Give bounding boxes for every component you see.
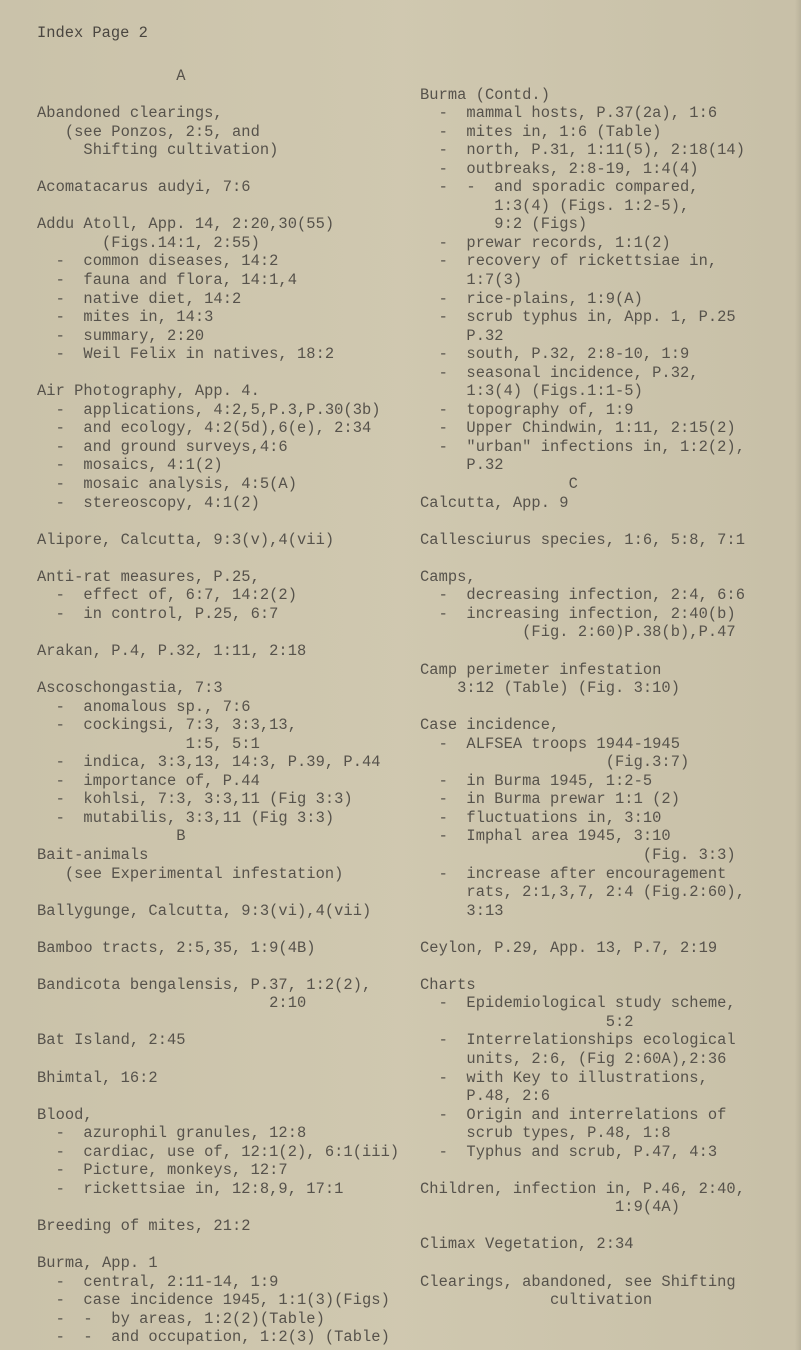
- index-subentry: - increase after encouragement: [420, 864, 727, 883]
- index-entry: (Figs.14:1, 2:55): [37, 233, 260, 252]
- index-entry: (Fig. 3:3): [420, 845, 736, 864]
- index-entry: (Fig.3:7): [420, 753, 690, 772]
- index-entry: Camp perimeter infestation: [420, 660, 662, 679]
- index-subentry: - Picture, monkeys, 12:7: [37, 1161, 288, 1180]
- index-entry: Calcutta, App. 9: [420, 493, 569, 512]
- section-letter: A: [37, 67, 186, 85]
- index-subentry: - kohlsi, 7:3, 3:3,11 (Fig 3:3): [37, 790, 353, 809]
- index-entry: Abandoned clearings,: [37, 104, 223, 123]
- index-subentry: - applications, 4:2,5,P.3,P.30(3b): [37, 400, 381, 419]
- blank-line: [37, 364, 399, 383]
- index-entry: Clearings, abandoned, see Shifting: [420, 1272, 736, 1291]
- index-entry: cultivation: [420, 1291, 653, 1310]
- section-letter: C: [420, 475, 578, 494]
- index-entry: Air Photography, App. 4.: [37, 382, 260, 401]
- index-subentry: - outbreaks, 2:8-19, 1:4(4): [420, 159, 699, 178]
- blank-line: [420, 1217, 745, 1236]
- index-entry: Ballygunge, Calcutta, 9:3(vi),4(vii): [37, 901, 372, 920]
- index-subentry: - seasonal incidence, P.32,: [420, 363, 699, 382]
- blank-line: [420, 1254, 745, 1273]
- index-subentry: - ALFSEA troops 1944-1945: [420, 734, 681, 753]
- index-column-right: [420, 67, 745, 1310]
- index-entry: rats, 2:1,3,7, 2:4 (Fig.2:60),: [420, 883, 746, 902]
- blank-line: [37, 1235, 399, 1254]
- index-subentry: - mosaics, 4:1(2): [37, 456, 223, 475]
- section-letter: B: [37, 827, 186, 846]
- index-entry: Burma, App. 1: [37, 1254, 158, 1272]
- page-title: Index Page 2: [37, 24, 148, 42]
- blank-line: [37, 623, 399, 642]
- index-entry: 9:2 (Figs): [420, 215, 588, 234]
- blank-line: [420, 642, 745, 661]
- index-entry: (see Experimental infestation): [37, 864, 344, 883]
- index-subentry: - importance of, P.44: [37, 771, 260, 790]
- index-entry: 5:2: [420, 1012, 634, 1031]
- blank-line: [420, 1161, 745, 1180]
- index-subentry: - Typhus and scrub, P.47, 4:3: [420, 1142, 718, 1161]
- index-subentry: - effect of, 6:7, 14:2(2): [37, 586, 298, 605]
- index-entry: 2:10: [37, 994, 307, 1013]
- index-subentry: - and ground surveys,4:6: [37, 437, 288, 456]
- index-subentry: - and ecology, 4:2(5d),6(e), 2:34: [37, 419, 372, 438]
- index-column-left: [37, 67, 399, 1347]
- blank-line: [420, 698, 745, 717]
- index-entry: scrub types, P.48, 1:8: [420, 1124, 671, 1143]
- index-subentry: - north, P.31, 1:11(5), 2:18(14): [420, 141, 746, 160]
- index-entry: 1:3(4) (Figs. 1:2-5),: [420, 196, 690, 215]
- index-subentry: - Upper Chindwin, 1:11, 2:15(2): [420, 419, 736, 438]
- index-entry: Burma (Contd.): [420, 85, 551, 104]
- blank-line: [37, 661, 399, 680]
- index-entry: Blood,: [37, 1105, 93, 1124]
- index-subentry: - case incidence 1945, 1:1(3)(Figs): [37, 1291, 390, 1310]
- index-subentry: - mites in, 14:3: [37, 308, 214, 327]
- index-entry: Anti-rat measures, P.25,: [37, 567, 260, 586]
- index-subentry: - decreasing infection, 2:4, 6:6: [420, 586, 746, 605]
- index-subentry: - recovery of rickettsiae in,: [420, 252, 718, 271]
- index-entry: 1:9(4A): [420, 1198, 681, 1217]
- index-entry: Ascoschongastia, 7:3: [37, 679, 223, 698]
- index-entry: 1:5, 5:1: [37, 734, 260, 753]
- index-subentry: - topography of, 1:9: [420, 400, 634, 419]
- blank-line: [37, 957, 399, 976]
- index-entry: Case incidence,: [420, 716, 560, 735]
- index-entry: Bait-animals: [37, 845, 149, 864]
- index-entry: (see Ponzos, 2:5, and: [37, 122, 260, 141]
- index-entry: Acomatacarus audyi, 7:6: [37, 178, 251, 197]
- index-subentry: - - and occupation, 1:2(3) (Table): [37, 1328, 390, 1347]
- index-subentry: - with Key to illustrations,: [420, 1068, 708, 1087]
- index-subentry: - rice-plains, 1:9(A): [420, 289, 643, 308]
- index-subentry: - central, 2:11-14, 1:9: [37, 1272, 279, 1291]
- index-subentry: - "urban" infections in, 1:2(2),: [420, 437, 746, 456]
- index-subentry: - mammal hosts, P.37(2a), 1:6: [420, 104, 718, 123]
- index-subentry: - anomalous sp., 7:6: [37, 697, 251, 716]
- blank-line: [37, 1087, 399, 1106]
- index-subentry: - mutabilis, 3:3,11 (Fig 3:3): [37, 808, 335, 827]
- index-subentry: - south, P.32, 2:8-10, 1:9: [420, 345, 690, 364]
- index-entry: Camps,: [420, 567, 476, 586]
- index-subentry: - Weil Felix in natives, 18:2: [37, 345, 335, 364]
- blank-line: [37, 160, 399, 179]
- index-subentry: - scrub typhus in, App. 1, P.25: [420, 308, 736, 327]
- index-subentry: - native diet, 14:2: [37, 289, 242, 308]
- blank-line: [37, 86, 399, 105]
- blank-line: [37, 920, 399, 939]
- index-entry: Addu Atoll, App. 14, 2:20,30(55): [37, 215, 335, 234]
- index-entry: Charts: [420, 975, 476, 994]
- index-subentry: - Epidemiological study scheme,: [420, 994, 736, 1013]
- index-entry: Bamboo tracts, 2:5,35, 1:9(4B): [37, 938, 316, 957]
- index-entry: (Fig. 2:60)P.38(b),P.47: [420, 623, 736, 642]
- index-entry: Bat Island, 2:45: [37, 1031, 186, 1050]
- index-subentry: - summary, 2:20: [37, 326, 205, 345]
- index-subentry: - cardiac, use of, 12:1(2), 6:1(iii): [37, 1142, 400, 1161]
- index-entry: Children, infection in, P.46, 2:40,: [420, 1179, 746, 1198]
- index-entry: P.48, 2:6: [420, 1087, 551, 1106]
- index-subentry: - cockingsi, 7:3, 3:3,13,: [37, 716, 298, 735]
- index-entry: 3:13: [420, 901, 504, 920]
- index-subentry: - common diseases, 14:2: [37, 252, 279, 271]
- index-subentry: - in control, P.25, 6:7: [37, 604, 279, 623]
- index-entry: Arakan, P.4, P.32, 1:11, 2:18: [37, 641, 307, 660]
- index-subentry: - increasing infection, 2:40(b): [420, 604, 736, 623]
- index-subentry: - in Burma 1945, 1:2-5: [420, 771, 653, 790]
- blank-line: [420, 920, 745, 939]
- index-subentry: - azurophil granules, 12:8: [37, 1124, 307, 1143]
- index-entry: Breeding of mites, 21:2: [37, 1216, 251, 1235]
- blank-line: [37, 1050, 399, 1069]
- blank-line: [420, 512, 745, 531]
- index-entry: Callesciurus species, 1:6, 5:8, 7:1: [420, 530, 746, 549]
- index-subentry: - prewar records, 1:1(2): [420, 233, 671, 252]
- index-entry: Bandicota bengalensis, P.37, 1:2(2),: [37, 975, 372, 994]
- index-entry: 3:12 (Table) (Fig. 3:10): [420, 679, 681, 698]
- blank-line: [37, 883, 399, 902]
- index-subentry: - Interrelationships ecological: [420, 1031, 736, 1050]
- index-subentry: - rickettsiae in, 12:8,9, 17:1: [37, 1179, 344, 1198]
- index-subentry: - mosaic analysis, 4:5(A): [37, 475, 298, 494]
- index-subentry: - Imphal area 1945, 3:10: [420, 827, 671, 846]
- blank-line: [37, 197, 399, 216]
- index-entry: units, 2:6, (Fig 2:60A),2:36: [420, 1049, 727, 1068]
- index-entry: Shifting cultivation): [37, 141, 279, 160]
- index-subentry: - fauna and flora, 14:1,4: [37, 271, 298, 290]
- blank-line: [37, 1198, 399, 1217]
- index-subentry: - fluctuations in, 3:10: [420, 808, 662, 827]
- index-entry: Bhimtal, 16:2: [37, 1068, 158, 1087]
- page-edge-shadow: [795, 0, 801, 1350]
- index-entry: 1:3(4) (Figs.1:1-5): [420, 382, 643, 401]
- index-subentry: - Origin and interrelations of: [420, 1105, 727, 1124]
- index-entry: Alipore, Calcutta, 9:3(v),4(vii): [37, 530, 335, 549]
- blank-line: [37, 1013, 399, 1032]
- blank-line: [420, 67, 745, 86]
- blank-line: [420, 957, 745, 976]
- index-entry: Ceylon, P.29, App. 13, P.7, 2:19: [420, 938, 718, 957]
- index-entry: 1:7(3): [420, 271, 523, 290]
- blank-line: [37, 512, 399, 531]
- index-subentry: - in Burma prewar 1:1 (2): [420, 790, 681, 809]
- blank-line: [37, 549, 399, 568]
- index-subentry: - - by areas, 1:2(2)(Table): [37, 1309, 325, 1328]
- index-entry: P.32: [420, 456, 504, 475]
- index-subentry: - - and sporadic compared,: [420, 178, 699, 197]
- index-subentry: - mites in, 1:6 (Table): [420, 122, 662, 141]
- index-entry: Climax Vegetation, 2:34: [420, 1235, 634, 1254]
- blank-line: [420, 549, 745, 568]
- index-subentry: - indica, 3:3,13, 14:3, P.39, P.44: [37, 753, 381, 772]
- index-subentry: - stereoscopy, 4:1(2): [37, 493, 260, 512]
- index-entry: P.32: [420, 326, 504, 345]
